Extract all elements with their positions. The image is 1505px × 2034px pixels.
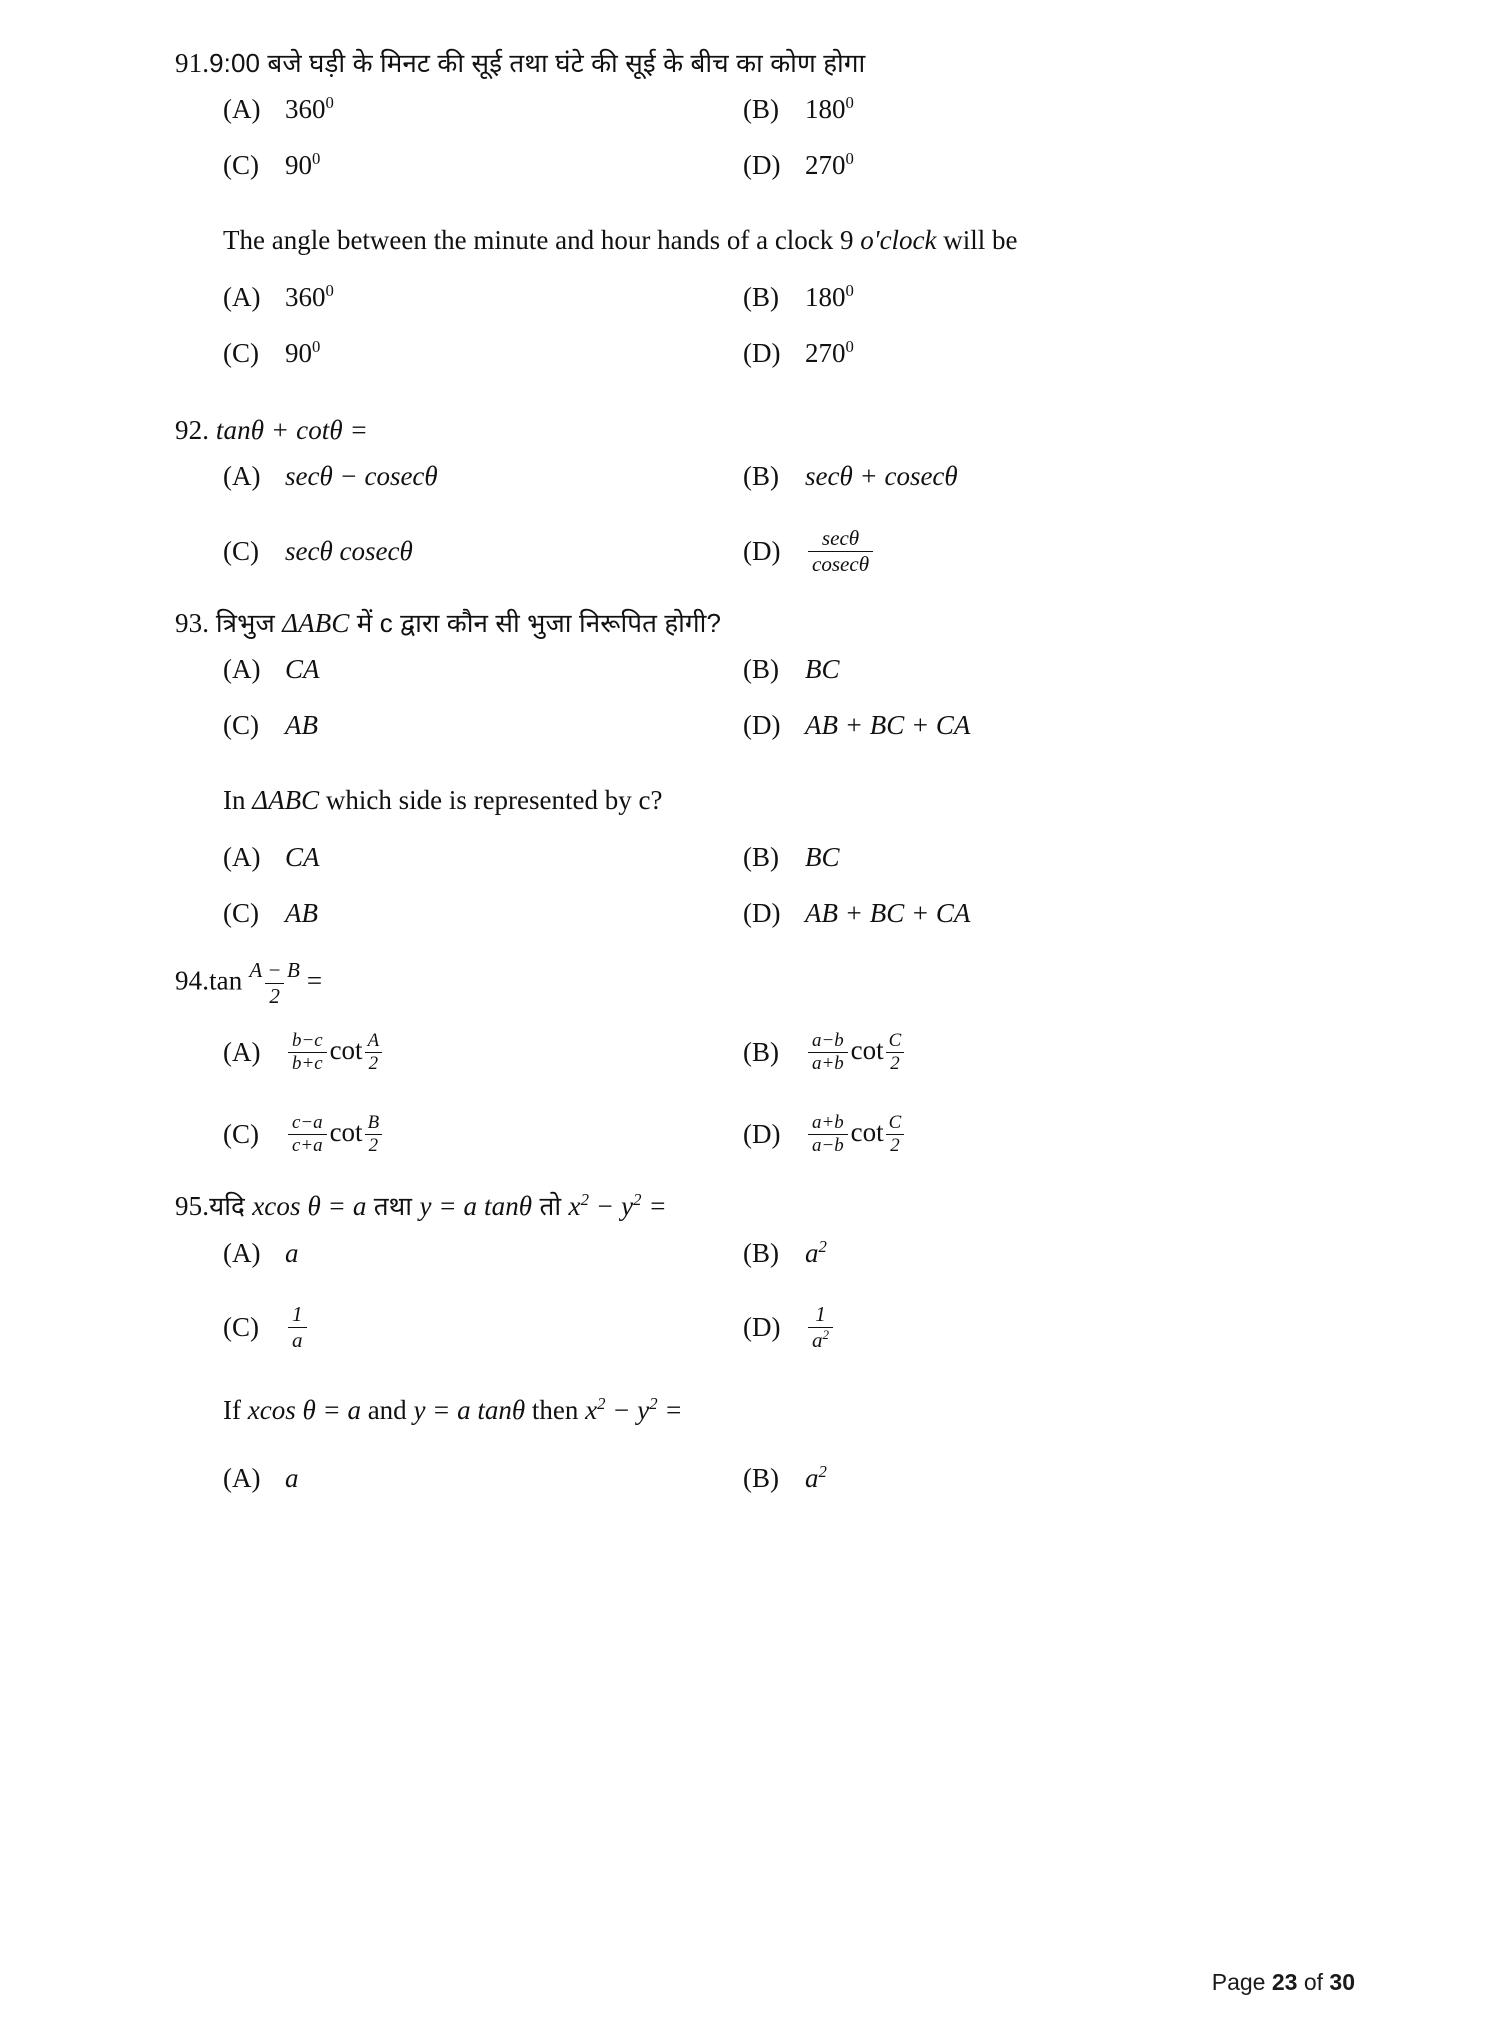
option-b-label: (B)	[743, 1237, 779, 1268]
fraction-ratio	[808, 1031, 848, 1075]
question-93-stem-hindi-post: में c द्वारा कौन सी भुजा निरूपित होगी?	[349, 608, 722, 639]
question-93	[175, 604, 1355, 945]
question-95-number: 95.	[175, 1191, 210, 1222]
option-d-label: (D)	[743, 710, 781, 741]
question-95-en-expr-1: xcos θ = a	[247, 1394, 361, 1425]
option-d-value: $270^0$	[805, 336, 854, 368]
question-95-en-expr-2: y = a tanθ	[413, 1394, 526, 1425]
fraction-denominator: $a^2$	[808, 1327, 833, 1352]
option-d-label: (D)	[743, 150, 781, 181]
option-a-label: (A)	[223, 281, 261, 312]
option-a[interactable]	[223, 1013, 743, 1091]
option-d[interactable]	[743, 893, 1355, 945]
footer-page-number: 23	[1271, 1969, 1298, 1995]
option-c-label: (C)	[223, 710, 259, 741]
option-c[interactable]	[223, 1289, 743, 1367]
question-91-stem-hindi-text: 9:00 बजे घड़ी के मिनट की सूई तथा घंटे की सूई के बीच का कोण होगा	[209, 48, 866, 78]
footer-total-pages: 30	[1329, 1969, 1355, 1995]
option-a-function: cot	[329, 1035, 363, 1065]
option-b[interactable]	[743, 1013, 1355, 1091]
question-95-expr-2: y = a tanθ	[419, 1191, 533, 1222]
option-d-value	[805, 527, 876, 575]
fraction-denominator: b+c	[288, 1052, 327, 1074]
option-a-label: (A)	[223, 1037, 261, 1068]
option-b-label: (B)	[743, 1463, 779, 1494]
option-a-value: secθ − cosecθ	[285, 461, 438, 492]
option-d[interactable]	[743, 1095, 1355, 1173]
fraction-numerator: C	[888, 1111, 902, 1133]
question-95-stem-en-pre: If	[223, 1394, 248, 1425]
fraction-denominator: a+b	[808, 1052, 848, 1074]
option-a-label: (A)	[223, 841, 261, 872]
fraction-numerator: b−c	[292, 1029, 323, 1051]
question-95-stem-english	[175, 1389, 1243, 1433]
question-94-stem	[175, 959, 1355, 1007]
option-b-value: $a^2$	[805, 1462, 827, 1494]
option-c[interactable]	[223, 893, 743, 945]
fraction-a-minus-b-over-2	[245, 959, 304, 1007]
fraction-denominator: a	[288, 1327, 307, 1352]
option-a[interactable]	[223, 456, 743, 508]
question-93-stem-english	[175, 779, 1243, 823]
question-93-number: 93.	[175, 608, 210, 639]
option-b-label: (B)	[743, 654, 779, 685]
fraction-numerator: A − B	[249, 957, 300, 982]
option-a[interactable]	[223, 1458, 743, 1510]
footer-middle: of	[1303, 1969, 1324, 1995]
option-b-value: $a^2$	[805, 1236, 827, 1268]
option-b-function: cot	[850, 1035, 884, 1065]
option-a[interactable]	[223, 89, 743, 141]
option-a[interactable]	[223, 277, 743, 329]
option-d-label: (D)	[743, 337, 781, 368]
question-95-stem-hindi-pre: यदि	[209, 1191, 253, 1222]
fraction-one-over-a	[288, 1303, 307, 1351]
fraction-denominator: 2	[265, 983, 284, 1008]
option-b[interactable]	[743, 277, 1355, 329]
question-92-options	[175, 456, 1355, 590]
question-93-stem-hindi-pre: त्रिभुज	[215, 608, 283, 639]
fraction-numerator: a+b	[812, 1111, 844, 1133]
fraction-angle	[364, 1113, 384, 1157]
question-91-stem-english: The angle between the minute and hour hands of a clock 9 o'clock will be	[223, 225, 1018, 256]
fraction-denominator: 2	[365, 1134, 382, 1156]
question-95-stem-hindi-mid: तथा	[366, 1191, 420, 1222]
option-c-value: $90^0$	[285, 149, 321, 181]
option-b[interactable]	[743, 456, 1355, 508]
question-93-stem-hindi	[175, 604, 1355, 643]
option-c-function: cot	[329, 1117, 363, 1147]
option-b[interactable]	[743, 649, 1355, 701]
fraction-numerator: 1	[815, 1302, 826, 1327]
option-d-value	[805, 1112, 906, 1157]
fraction-denominator: a−b	[808, 1134, 848, 1156]
question-92	[175, 411, 1355, 590]
option-c-label: (C)	[223, 897, 259, 928]
fraction-angle	[885, 1031, 906, 1075]
option-c-label: (C)	[223, 1119, 259, 1150]
fraction-denominator: 2	[886, 1134, 903, 1156]
question-93-options-hindi	[175, 649, 1355, 757]
question-95-en-expr-3: $x^2 - y^2$ =	[585, 1393, 683, 1425]
option-b-label: (B)	[743, 281, 779, 312]
question-95-stem-en-mid2: then	[525, 1394, 586, 1425]
option-d[interactable]	[743, 512, 1355, 590]
question-92-stem	[175, 411, 1355, 450]
option-c-value	[285, 1112, 384, 1157]
question-93-stem-en-pre: In	[223, 785, 253, 816]
question-93-stem-en-triangle: ΔABC	[252, 785, 320, 816]
option-c-value	[285, 1303, 310, 1351]
option-b[interactable]	[743, 837, 1355, 889]
option-d-function: cot	[850, 1117, 884, 1147]
question-93-stem-en-post: which side is represented by c?	[319, 785, 663, 816]
option-b-label: (B)	[743, 841, 779, 872]
fraction-numerator: B	[367, 1111, 380, 1133]
option-d-value	[805, 1303, 836, 1351]
option-d[interactable]	[743, 705, 1355, 757]
option-a-value: a	[285, 1237, 299, 1268]
option-a-label: (A)	[223, 94, 261, 125]
option-b-label: (B)	[743, 461, 779, 492]
page-footer	[1212, 1969, 1355, 1996]
fraction-ratio	[288, 1113, 327, 1157]
option-a-label: (A)	[223, 1463, 261, 1494]
option-a-value: $360^0$	[285, 280, 334, 312]
fraction-denominator: cosecθ	[808, 551, 873, 576]
option-c-label: (C)	[223, 535, 259, 566]
option-b-value: BC	[805, 841, 840, 872]
fraction-ratio	[288, 1031, 327, 1075]
option-c-value: AB	[285, 710, 318, 741]
option-c-value: AB	[285, 897, 318, 928]
question-94-function: tan	[209, 965, 243, 996]
option-d-label: (D)	[743, 535, 781, 566]
option-c-label: (C)	[223, 150, 259, 181]
option-a-label: (A)	[223, 461, 261, 492]
fraction-denominator: 2	[886, 1052, 903, 1074]
option-c[interactable]	[223, 705, 743, 757]
question-91-options-english	[175, 277, 1355, 385]
question-95	[175, 1187, 1355, 1510]
option-a-value: a	[285, 1463, 299, 1494]
option-b[interactable]	[743, 1233, 1355, 1285]
question-92-number: 92.	[175, 414, 210, 445]
option-c-value: $90^0$	[285, 336, 321, 368]
option-d-value: $270^0$	[805, 149, 854, 181]
option-a[interactable]	[223, 649, 743, 701]
option-a-value: CA	[285, 841, 320, 872]
question-91-options-hindi	[175, 89, 1355, 197]
option-a[interactable]	[223, 1233, 743, 1285]
option-a-value: CA	[285, 654, 320, 685]
option-b[interactable]	[743, 89, 1355, 141]
option-b[interactable]	[743, 1458, 1355, 1510]
option-a-value: $360^0$	[285, 93, 334, 125]
option-a-label: (A)	[223, 654, 261, 685]
option-d-label: (D)	[743, 1312, 781, 1343]
fraction-numerator: secθ	[821, 525, 860, 550]
question-95-expr-3: $x^2 - y^2$ =	[568, 1190, 667, 1222]
option-d[interactable]	[743, 145, 1355, 197]
question-94	[175, 959, 1355, 1173]
option-d-label: (D)	[743, 1119, 781, 1150]
question-95-stem-hindi	[175, 1187, 1355, 1226]
question-95-stem-hindi-mid2: तो	[532, 1191, 569, 1222]
fraction-denominator: 2	[365, 1052, 382, 1074]
fraction-denominator: c+a	[288, 1134, 327, 1156]
question-94-equals: =	[306, 965, 323, 996]
option-b-value	[805, 1030, 906, 1075]
option-d[interactable]	[743, 1289, 1355, 1367]
option-b-label: (B)	[743, 94, 779, 125]
option-b-value: secθ + cosecθ	[805, 461, 958, 492]
option-b-label: (B)	[743, 1037, 779, 1068]
option-c[interactable]	[223, 1095, 743, 1173]
option-b-value: BC	[805, 654, 840, 685]
question-93-stem-triangle: ΔABC	[282, 608, 350, 639]
option-c[interactable]	[223, 512, 743, 590]
option-c-value: secθ cosecθ	[285, 535, 413, 566]
footer-prefix: Page	[1211, 1969, 1266, 1995]
option-c[interactable]	[223, 145, 743, 197]
question-94-options	[175, 1013, 1355, 1173]
fraction-ratio	[808, 1113, 848, 1157]
option-d-label: (D)	[743, 897, 781, 928]
fraction-numerator: c−a	[292, 1111, 323, 1133]
question-91	[175, 44, 1355, 385]
option-d-value: AB + BC + CA	[805, 897, 971, 928]
fraction-angle	[364, 1031, 384, 1075]
question-94-number: 94.	[175, 965, 210, 996]
option-d[interactable]	[743, 333, 1355, 385]
option-d-value: AB + BC + CA	[805, 710, 971, 741]
option-a[interactable]	[223, 837, 743, 889]
fraction-one-over-a-squared	[808, 1303, 833, 1351]
question-91-stem-hindi	[175, 44, 1355, 83]
fraction-angle	[885, 1113, 906, 1157]
fraction-numerator: C	[888, 1029, 902, 1051]
option-a-value	[285, 1030, 384, 1075]
option-b-value: $180^0$	[805, 280, 854, 312]
option-c[interactable]	[223, 333, 743, 385]
question-95-options-english	[175, 1458, 1355, 1510]
question-95-options-hindi	[175, 1233, 1355, 1367]
fraction-sec-over-cosec	[808, 527, 873, 575]
option-b-value: $180^0$	[805, 93, 854, 125]
option-a-label: (A)	[223, 1237, 261, 1268]
fraction-numerator: a−b	[812, 1029, 844, 1051]
question-93-options-english	[175, 837, 1355, 945]
fraction-numerator: A	[367, 1029, 380, 1051]
question-92-stem-math: tanθ + cotθ =	[215, 414, 368, 445]
option-c-label: (C)	[223, 1312, 259, 1343]
question-91-number: 91.	[175, 48, 210, 78]
question-95-expr-1: xcos θ = a	[252, 1191, 367, 1222]
question-95-stem-en-mid: and	[360, 1394, 414, 1425]
option-c-label: (C)	[223, 337, 259, 368]
fraction-numerator: 1	[292, 1302, 303, 1327]
